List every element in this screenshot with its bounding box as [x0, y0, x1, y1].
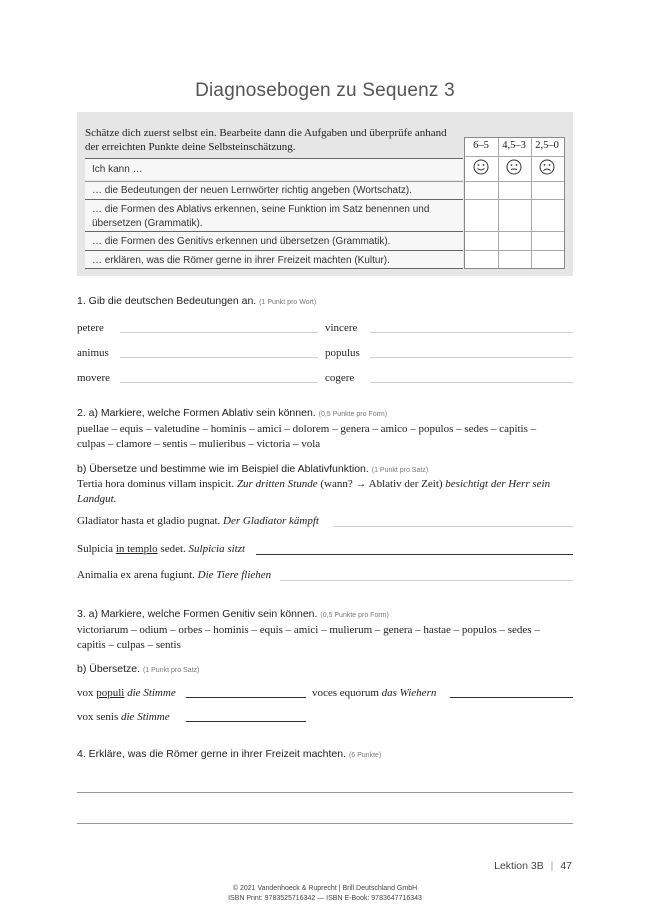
task1-word-cogere: cogere — [325, 372, 355, 384]
task2b-heading: b) Übersetze und bestimme wie im Beispiel die Ablativfunktion. (1 Punkt pro Satz) — [77, 463, 429, 475]
task1-word-vincere: vincere — [325, 322, 358, 334]
self-assessment-header-row: Ich kann … — [85, 158, 463, 180]
task1-answer-line[interactable] — [370, 382, 573, 383]
self-assessment-row-genitive: … die Formen des Genitivs erkennen und übersetzen (Grammatik). — [85, 231, 463, 250]
sad-face-icon — [530, 159, 564, 180]
task3b-answer-line[interactable] — [186, 721, 306, 722]
task2b-answer-line[interactable] — [280, 580, 573, 581]
rating-column-high: 6–5 — [473, 140, 489, 151]
task2a-heading: 2. a) Markiere, welche Formen Ablativ sein können. (0,5 Punkte pro Form) — [77, 407, 388, 419]
task2b-example: Tertia hora dominus villam inspicit. Zur dritten Stunde (wann? → Ablativ der Zeit) besichtigt der Herr sein Landgut. — [77, 478, 551, 505]
self-assessment-row-vocabulary: … die Bedeutungen der neuen Lernwörter richtig angeben (Wortschatz). — [85, 181, 463, 199]
task1-answer-line[interactable] — [120, 382, 318, 383]
rating-column-low: 2,5–0 — [535, 140, 559, 151]
task1-answer-line[interactable] — [370, 332, 573, 333]
self-assessment-row-ablative: … die Formen des Ablativs erkennen, seine Funktion im Satz benennen und übersetzen (Grammatik). — [85, 199, 463, 231]
task2b-answer-line[interactable] — [256, 554, 573, 555]
copyright-line: © 2021 Vandenhoeck & Ruprecht | Brill Deutschland GmbH — [232, 885, 418, 892]
task1-answer-line[interactable] — [120, 357, 318, 358]
self-assessment-row-culture: … erklären, was die Römer gerne in ihrer Freizeit machten (Kultur). — [85, 250, 463, 269]
task4-heading: 4. Erkläre, was die Römer gerne in ihrer Freizeit machten. (6 Punkte) — [77, 748, 382, 760]
task1-word-animus: animus — [77, 347, 109, 359]
task4-answer-line[interactable] — [77, 823, 573, 824]
task3a-heading: 3. a) Markiere, welche Formen Genitiv sein können. (0,5 Punkte pro Form) — [77, 608, 389, 620]
rating-grid — [464, 137, 565, 269]
task1-heading: 1. Gib die deutschen Bedeutungen an. (1 Punkt pro Wort) — [77, 295, 317, 307]
isbn-line: ISBN Print: 9783525716342 — ISBN E-Book: 9783647716343 — [228, 895, 422, 902]
task2b-sentence3: Animalia ex arena fugiunt. Die Tiere fliehen — [77, 569, 272, 581]
task3b-phrase1: vox populi die Stimme — [77, 687, 176, 699]
page-title: Diagnosebogen zu Sequenz 3 — [195, 80, 455, 101]
task1-word-movere: movere — [77, 372, 110, 384]
page-number: Lektion 3B | 47 — [494, 860, 572, 872]
rating-column-mid: 4,5–3 — [502, 140, 526, 151]
task3b-heading: b) Übersetze. (1 Punkt pro Satz) — [77, 663, 200, 675]
neutral-face-icon — [497, 159, 531, 180]
task3b-answer-line[interactable] — [186, 697, 306, 698]
task1-answer-line[interactable] — [370, 357, 573, 358]
task2b-sentence1: Gladiator hasta et gladio pugnat. Der Gladiator kämpft — [77, 515, 319, 527]
task3b-phrase2: voces equorum das Wiehern — [312, 687, 437, 699]
task1-word-populus: populus — [325, 347, 360, 359]
task1-answer-line[interactable] — [120, 332, 318, 333]
task2a-forms: puellae – equis – valetudine – hominis – amici – dolorem – genera – amico – populos – sedes – capitis – culpas – clamore – sentis – mulieribus – victoria – vola — [77, 423, 537, 450]
happy-face-icon — [464, 159, 498, 180]
task3b-phrase3: vox senis die Stimme — [77, 711, 170, 723]
task3a-forms: victoriarum – odium – orbes – hominis – equis – amici – mulierum – genera – hastae – populos – sedes – capitis – culpas – sentis — [77, 624, 540, 651]
task3b-answer-line[interactable] — [450, 697, 573, 698]
task4-answer-line[interactable] — [77, 792, 573, 793]
task2b-answer-line[interactable] — [333, 526, 573, 527]
task2b-sentence2: Sulpicia in templo sedet. Sulpicia sitzt — [77, 543, 246, 555]
task1-word-petere: petere — [77, 322, 104, 334]
self-assessment-intro: Schätze dich zuerst selbst ein. Bearbeite dann die Aufgaben und überprüfe anhand der erreichten Punkte deine Selbsteinschätzung. — [85, 127, 447, 153]
